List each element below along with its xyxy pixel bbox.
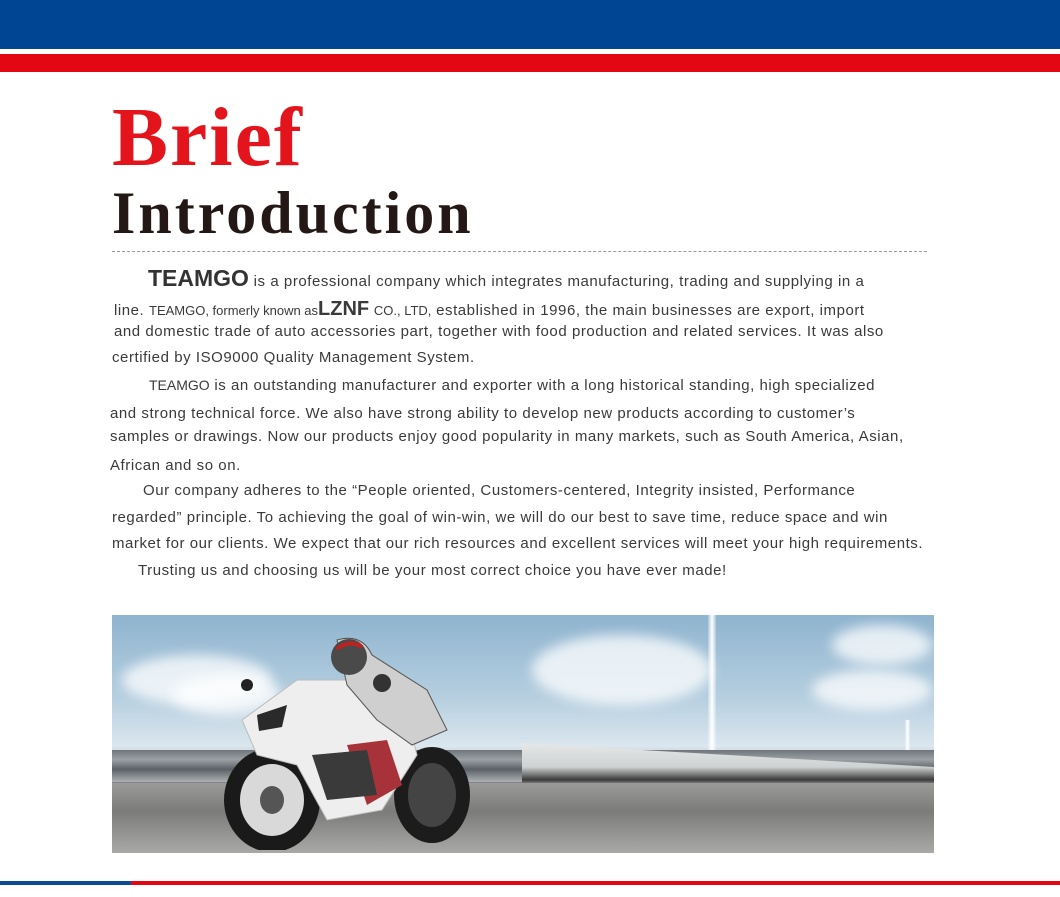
- p1-line3: and domestic trade of auto accessories part, together with food production and related services. It was also: [114, 323, 884, 340]
- footer-red-line: [131, 881, 1060, 885]
- p3-line1: Our company adheres to the “People oriented, Customers-centered, Integrity insisted, Performance: [143, 482, 856, 499]
- p2-line3: samples or drawings. Now our products enjoy good popularity in many markets, such as South America, Asian,: [110, 428, 904, 445]
- p2-line4: African and so on.: [110, 457, 241, 474]
- motorcycle-icon: [217, 635, 477, 850]
- p1-line1-text: is a professional company which integrates manufacturing, trading and supplying in a: [253, 273, 865, 290]
- motorcycle-photo: [112, 615, 934, 853]
- brand-lznf: LZNF: [318, 298, 370, 320]
- brand-teamgo-2: TEAMGO: [149, 377, 210, 393]
- p1-line2-co: CO., LTD,: [373, 303, 432, 318]
- p1-line2-pre: line.: [114, 302, 145, 319]
- p3-line3: market for our clients. We expect that our rich resources and excellent services will meet your high requirements.: [112, 535, 924, 552]
- header-red-band: [0, 54, 1060, 72]
- p1-line1: [148, 265, 864, 292]
- p3-line4: Trusting us and choosing us will be your most correct choice you have ever made!: [138, 562, 727, 579]
- p1-line2: [114, 298, 865, 321]
- header-blue-band: [0, 0, 1060, 49]
- p2-line1: [149, 377, 875, 394]
- dashed-divider: [112, 251, 927, 252]
- p2-line2: and strong technical force. We also have strong ability to develop new products according to customer’s: [110, 405, 856, 422]
- title-introduction: Introduction: [112, 180, 474, 246]
- p1-line2-brand: TEAMGO, formerly known as: [149, 303, 319, 318]
- p1-line2-text: established in 1996, the main businesses are export, import: [436, 302, 865, 319]
- p1-line4: certified by ISO9000 Quality Management System.: [112, 349, 475, 366]
- title-brief: Brief: [112, 91, 304, 184]
- brand-teamgo: TEAMGO: [148, 265, 249, 291]
- p3-line2: regarded” principle. To achieving the goal of win-win, we will do our best to save time, reduce space and win: [112, 509, 888, 526]
- p2-line1-text: is an outstanding manufacturer and exporter with a long historical standing, high specialized: [214, 377, 876, 394]
- footer-blue-line: [0, 881, 131, 885]
